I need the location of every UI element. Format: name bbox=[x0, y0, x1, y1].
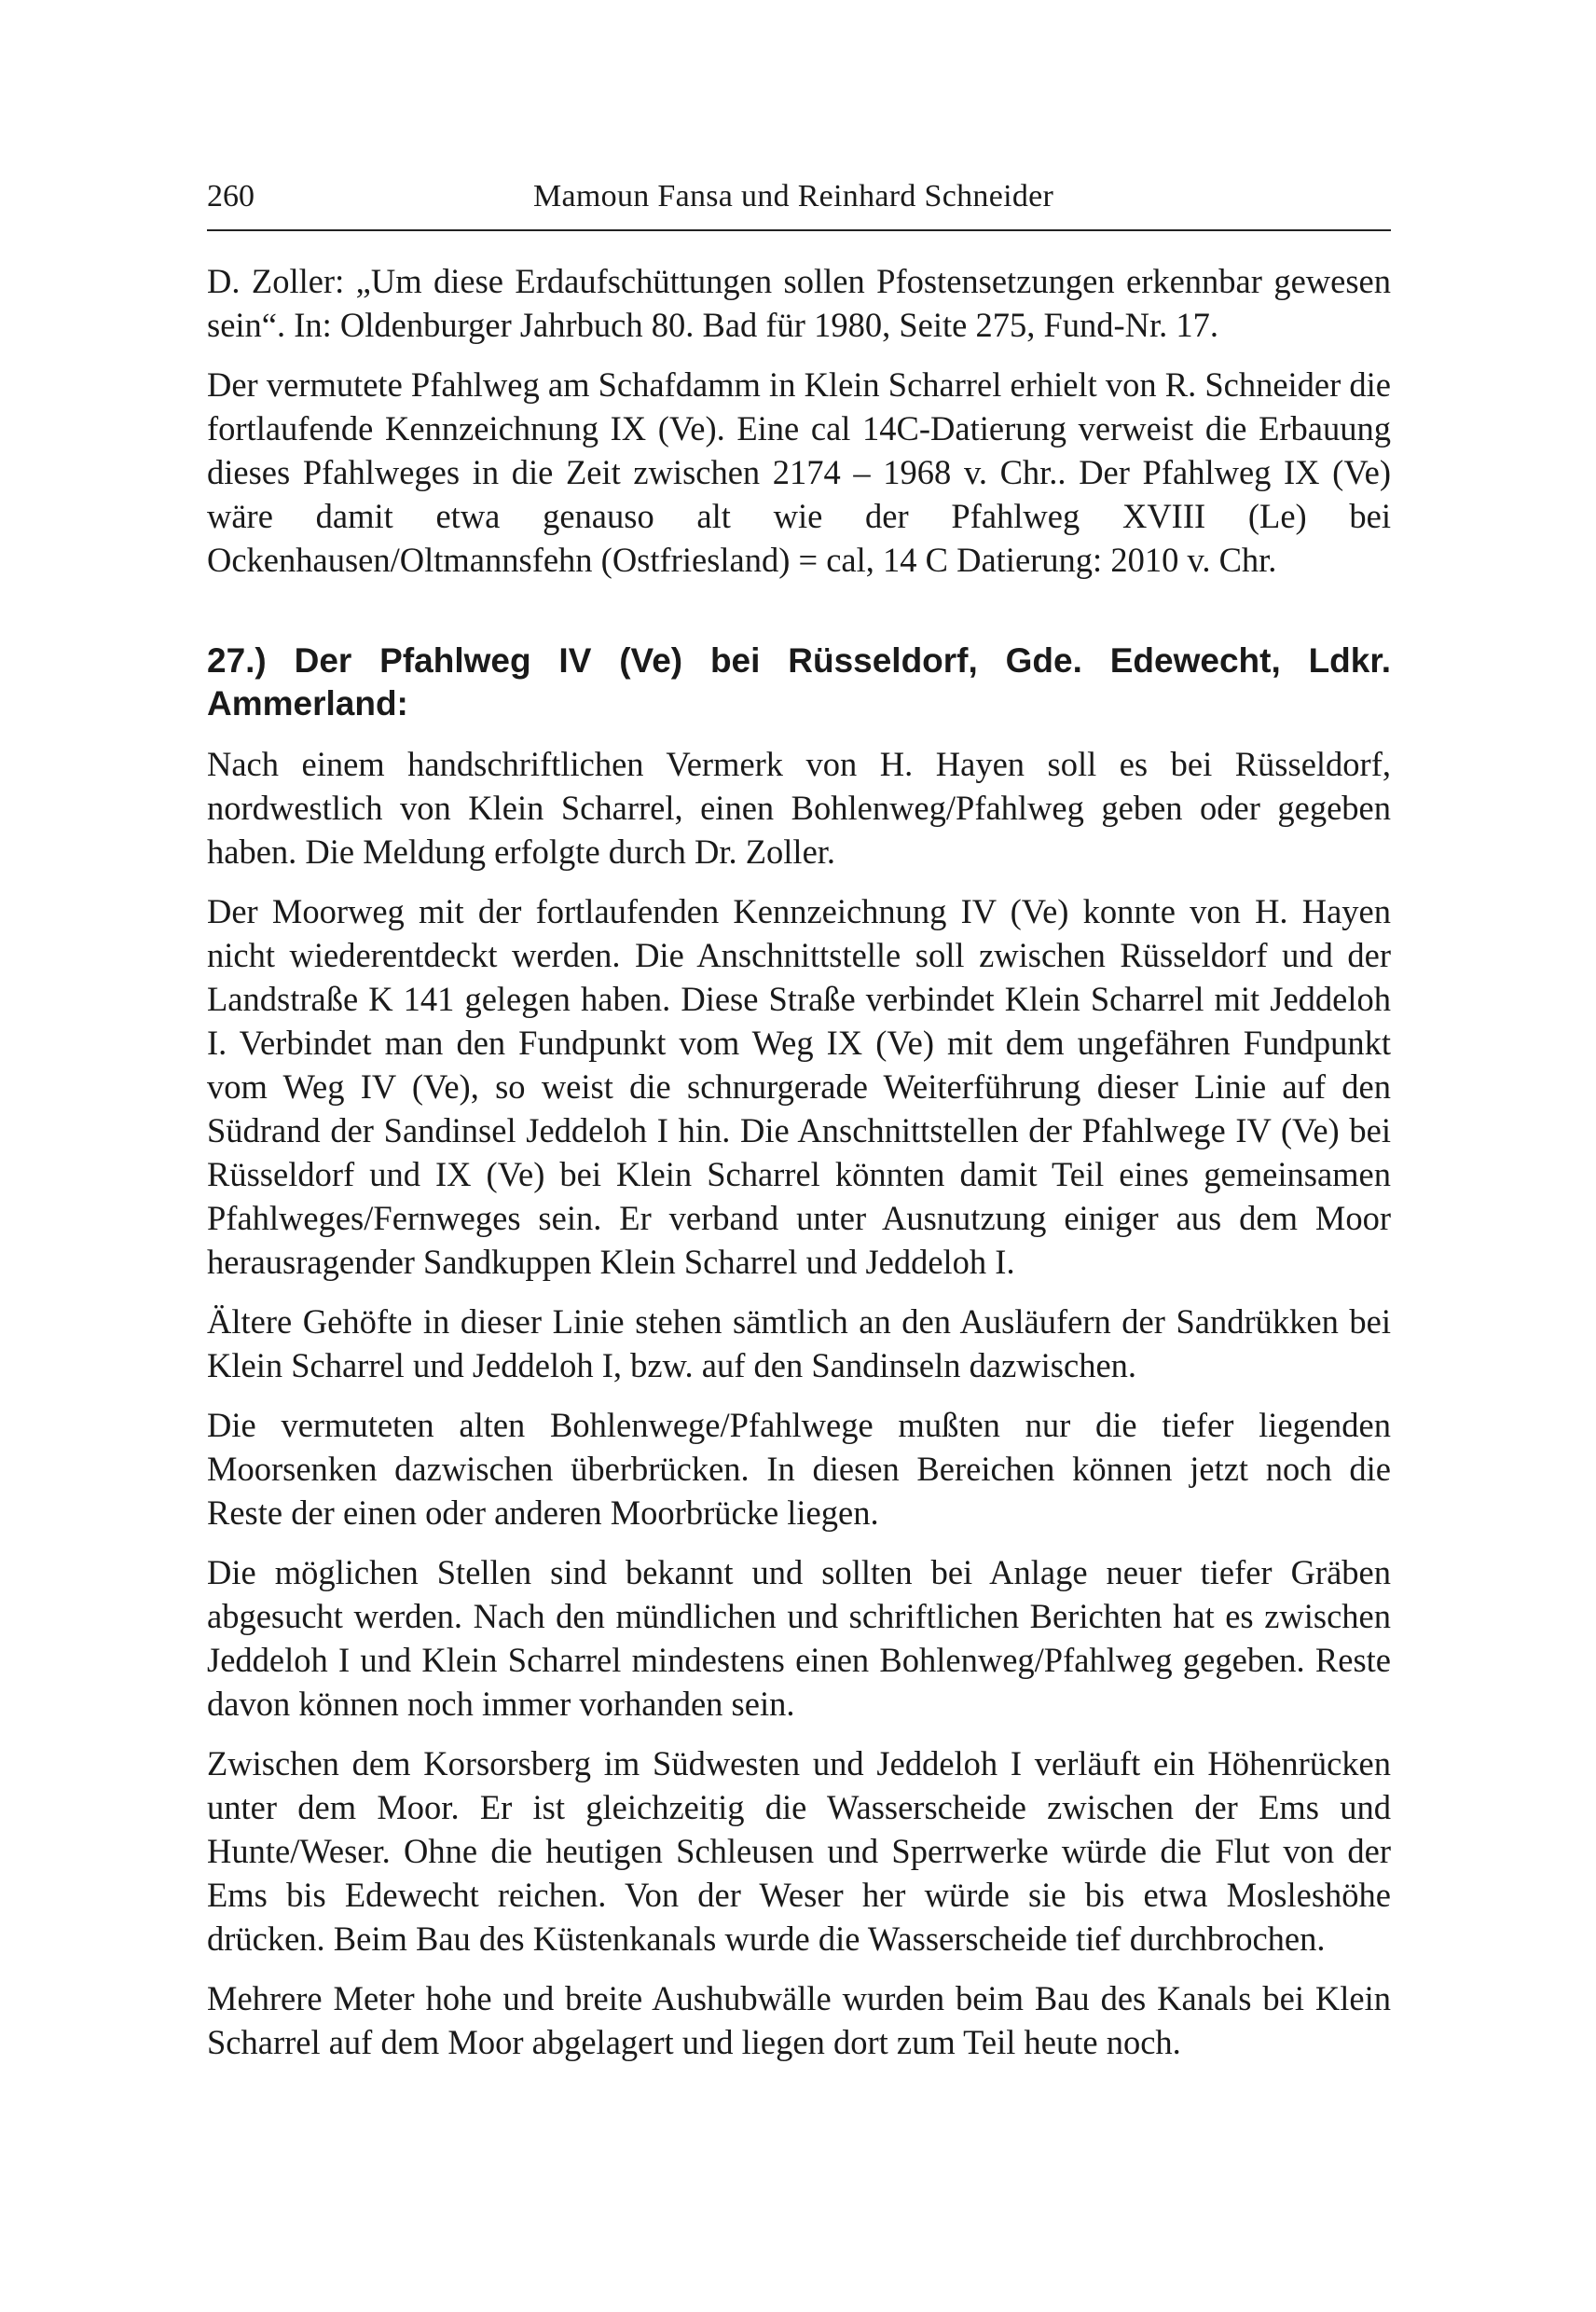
page-number: 260 bbox=[207, 179, 255, 213]
book-page bbox=[207, 177, 1391, 2080]
page-body bbox=[207, 259, 1391, 2064]
running-title: Mamoun Fansa und Reinhard Schneider bbox=[533, 179, 1054, 213]
running-header bbox=[207, 177, 1391, 231]
section-heading: 27.) Der Pfahlweg IV (Ve) bei Rüsseldorf, Gde. Edewecht, Ldkr. Ammerland: bbox=[207, 641, 1391, 722]
paragraph: Der Moorweg mit der fortlaufenden Kennzeichnung IV (Ve) konnte von H. Hayen nicht wiederentdeckt werden. Die Anschnittstelle soll zwischen Rüsseldorf und der Landstraße K 141 gelegen haben. Diese Straße verbindet Klein Scharrel mit Jeddeloh I. Verbindet man den Fundpunkt vom Weg IX (Ve) mit dem ungefähren Fundpunkt vom Weg IV (Ve), so weist die schnurgerade Weiterführung dieser Linie auf den Südrand der Sandinsel Jeddeloh I hin. Die Anschnittstellen der Pfahlwege IV (Ve) bei Rüsseldorf und IX (Ve) bei Klein Scharrel könnten damit Teil eines gemeinsamen Pfahlweges/Fernweges sein. Er verband unter Ausnutzung einiger aus dem Moor herausragender Sandkuppen Klein Scharrel und Jeddeloh I. bbox=[207, 892, 1391, 1281]
paragraph: Mehrere Meter hohe und breite Aushubwälle wurden beim Bau des Kanals bei Klein Scharrel auf dem Moor abgelagert und liegen dort zum Teil heute noch. bbox=[207, 1979, 1391, 2061]
paragraph: Die vermuteten alten Bohlenwege/Pfahlwege mußten nur die tiefer liegenden Moorsenken dazwischen überbrücken. In diesen Bereichen können jetzt noch die Reste der einen oder anderen Moorbrücke liegen. bbox=[207, 1406, 1391, 1532]
paragraph: Die möglichen Stellen sind bekannt und sollten bei Anlage neuer tiefer Gräben abgesucht werden. Nach den mündlichen und schriftlichen Berichten hat es zwischen Jeddeloh I und Klein Scharrel mindestens einen Bohlenweg/Pfahlweg gegeben. Reste davon können noch immer vorhanden sein. bbox=[207, 1553, 1391, 1723]
paragraph: Nach einem handschriftlichen Vermerk von H. Hayen soll es bei Rüsseldorf, nordwestlich von Klein Scharrel, einen Bohlenweg/Pfahlweg geben oder gegeben haben. Die Meldung erfolgte durch Dr. Zoller. bbox=[207, 745, 1391, 871]
paragraph-pfahlweg-ix: Der vermutete Pfahlweg am Schafdamm in Klein Scharrel erhielt von R. Schneider die fortlaufende Kennzeichnung IX (Ve). Eine cal 14C-Datierung verweist die Erbauung dieses Pfahlweges in die Zeit zwischen 2174 – 1968 v. Chr.. Der Pfahlweg IX (Ve) wäre damit etwa genauso alt wie der Pfahlweg XVIII (Le) bei Ockenhausen/Oltmannsfehn (Ostfriesland) = cal, 14 C Datierung: 2010 v. Chr. bbox=[207, 365, 1391, 579]
paragraph-citation: D. Zoller: „Um diese Erdaufschüttungen sollen Pfostensetzungen erkennbar gewesen sein“. In: Oldenburger Jahrbuch 80. Bad für 1980, Seite 275, Fund-Nr. 17. bbox=[207, 262, 1391, 344]
paragraph: Zwischen dem Korsorsberg im Südwesten und Jeddeloh I verläuft ein Höhenrücken unter dem Moor. Er ist gleichzeitig die Wasserscheide zwischen der Ems und Hunte/Weser. Ohne die heutigen Schleusen und Sperrwerke würde die Flut von der Ems bis Edewecht reichen. Von der Weser her würde sie bis etwa Mosleshöhe drücken. Beim Bau des Küstenkanals wurde die Wasserscheide tief durchbrochen. bbox=[207, 1744, 1391, 1958]
paragraph: Ältere Gehöfte in dieser Linie stehen sämtlich an den Ausläufern der Sandrükken bei Klein Scharrel und Jeddeloh I, bzw. auf den Sandinseln dazwischen. bbox=[207, 1302, 1391, 1384]
